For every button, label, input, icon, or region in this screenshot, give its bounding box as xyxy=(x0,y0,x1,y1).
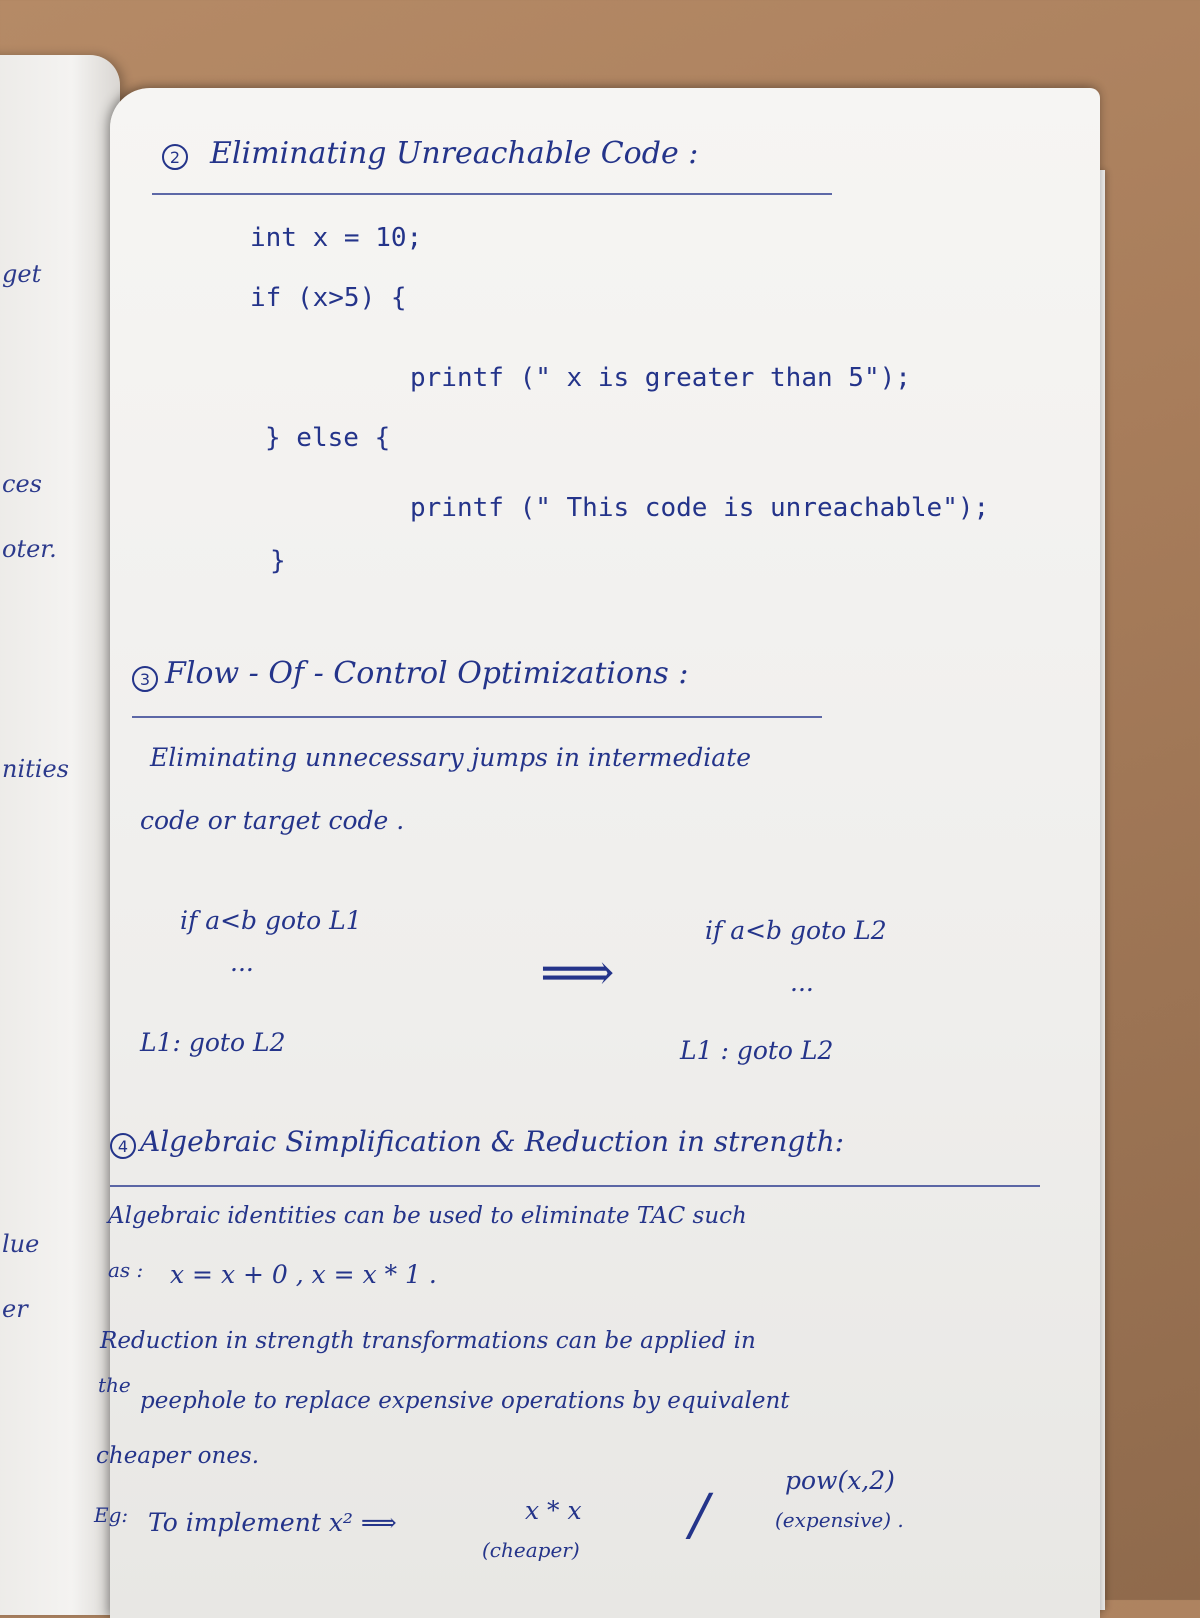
code-line: if (x>5) { xyxy=(250,283,407,313)
section-number-badge: 2 xyxy=(162,144,188,170)
section3-description: Eliminating unnecessary jumps in intermediate xyxy=(150,743,752,772)
section4-text: the xyxy=(98,1373,131,1397)
left-fragment: oter. xyxy=(2,535,57,563)
code-line: printf (" x is greater than 5"); xyxy=(410,363,911,393)
ellipsis: ... xyxy=(790,968,814,997)
example-text: To implement x² ⟹ xyxy=(148,1508,397,1537)
section3-description: code or target code . xyxy=(140,806,405,835)
section4-text: x = x + 0 , x = x * 1 . xyxy=(170,1260,437,1289)
section-number-badge: 3 xyxy=(132,666,158,692)
title-underline xyxy=(110,1185,1040,1187)
left-fragment: get xyxy=(2,260,42,288)
example-expensive-note: (expensive) . xyxy=(775,1508,904,1532)
left-fragment: ces xyxy=(2,470,42,498)
left-fragment: lue xyxy=(2,1230,40,1258)
section4-text: Algebraic identities can be used to eliminate TAC such xyxy=(108,1203,747,1229)
example-expensive: pow(x,2) xyxy=(785,1466,895,1495)
example-separator: / xyxy=(690,1483,709,1548)
code-line: printf (" This code is unreachable"); xyxy=(410,493,990,523)
example-cheap: x * x xyxy=(525,1496,582,1525)
code-line: } xyxy=(270,546,286,576)
title-underline xyxy=(152,193,832,195)
code-line: } else { xyxy=(265,423,391,453)
code-after: L1 : goto L2 xyxy=(680,1036,834,1065)
section4-text: cheaper ones. xyxy=(96,1443,260,1469)
section4-text: peephole to replace expensive operations by equivalent xyxy=(140,1388,790,1414)
section3-title: Flow - Of - Control Optimizations : xyxy=(165,656,689,691)
transform-arrow-icon: ⟹ xyxy=(540,943,615,1003)
code-before: L1: goto L2 xyxy=(140,1028,286,1057)
example-label: Eg: xyxy=(94,1503,129,1527)
section-number-badge: 4 xyxy=(110,1133,136,1159)
title-underline xyxy=(132,716,822,718)
left-fragment: nities xyxy=(2,755,69,783)
code-line: int x = 10; xyxy=(250,223,423,253)
notebook-page xyxy=(94,88,1100,1618)
section4-text: as : xyxy=(108,1258,144,1282)
section2-title: Eliminating Unreachable Code : xyxy=(210,136,699,171)
code-after: if a<b goto L2 xyxy=(705,916,887,945)
section4-text: Reduction in strength transformations can be applied in xyxy=(100,1328,756,1354)
ellipsis: ... xyxy=(230,948,254,977)
example-cheap-note: (cheaper) xyxy=(482,1538,580,1562)
code-before: if a<b goto L1 xyxy=(180,906,362,935)
left-fragment: er xyxy=(2,1295,28,1323)
section4-title: Algebraic Simplification & Reduction in strength: xyxy=(140,1125,845,1158)
